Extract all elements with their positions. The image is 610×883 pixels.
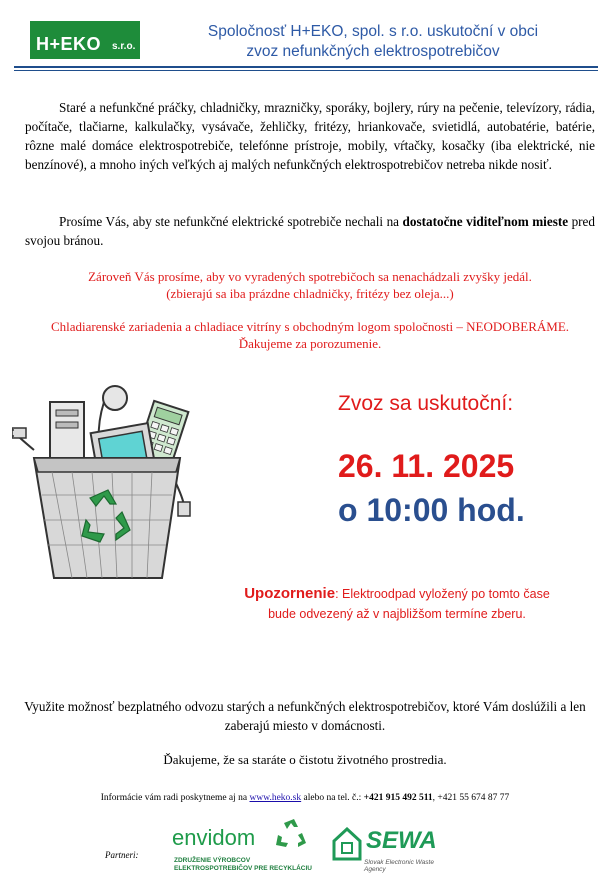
sewa-logo [332, 825, 452, 875]
header-divider [14, 66, 598, 68]
food-warning-line2: (zbierajú sa iba prázdne chladničky, fritézy bez oleja...) [166, 286, 454, 301]
logo-suffix: s.r.o. [112, 41, 136, 52]
contact-phone-secondary: , +421 55 674 87 77 [432, 793, 510, 803]
appliance-list-text: Staré a nefunkčné práčky, chladničky, mrazničky, sporáky, bojlery, rúry na pečenie, televízory, rádia, počítače, tlačiarne, kalkulačky, vysávače, žehličky, fritézy, hriankovače, svietidlá, autobatérie, batérie, rôzne malé domáce elektrospotrebiče, telefónne prístroje, mobily, vŕtačky, kosačky (iba elektrické, nie benzínové), a mnoho iných veľkých aj malých nefunkčných elektrospotrebičov netreba nikde nosiť. [25, 100, 595, 172]
envidom-subtitle [174, 857, 312, 873]
food-warning [25, 268, 595, 302]
contact-phone-label: alebo na tel. č.: [301, 793, 364, 803]
notice-text-line2: bude odvezený až v najbližšom termíne zberu. [268, 607, 526, 621]
recycle-icon [274, 817, 308, 851]
refrigeration-warning-line1: Chladiarenské zariadenia a chladiace vitríny s obchodným logom spoločnosti – NEODOBERÁME. [50, 319, 570, 334]
placement-paragraph [25, 212, 595, 250]
notice-text-line1: : Elektroodpad vyložený po tomto čase [335, 587, 550, 601]
contact-intro: Informácie vám radi poskytneme aj na [100, 793, 250, 803]
header-divider-thin [14, 70, 598, 71]
contact-info [20, 793, 590, 803]
header-title [148, 22, 598, 62]
thank-you-text: Ďakujeme, že sa staráte o čistotu životného prostredia. [163, 752, 447, 767]
envidom-logo [170, 815, 320, 875]
refrigeration-warning [25, 318, 595, 352]
notice-label: Upozornenie [244, 585, 336, 602]
appliance-list-paragraph [25, 98, 595, 174]
placement-text-start: Prosíme Vás, aby ste nefunkčné elektrické spotrebiče nechali na [59, 214, 403, 229]
envidom-subtitle-line2: ELEKTROSPOTREBIČOV PRE RECYKLÁCIU [174, 865, 312, 872]
website-link[interactable]: www.heko.sk [249, 793, 302, 803]
free-pickup-text: Využite možnosť bezplatného odvozu starých a nefunkčných elektrospotrebičov, ktoré Vám doslúžili a len zaberajú miesto v domácnosti. [24, 699, 586, 733]
logo-brand: H+EKO [36, 34, 102, 54]
sewa-subtitle: Slovak Electronic Waste Agency [364, 859, 434, 873]
collection-time: o 10:00 hod. [338, 492, 525, 528]
header-title-line2: zvoz nefunkčných elektrospotrebičov [246, 43, 500, 60]
envidom-name: envidom [172, 825, 256, 850]
house-icon [332, 827, 362, 861]
recycling-bin-illustration [12, 380, 202, 590]
placement-text-bold: dostatočne viditeľnom mieste [402, 214, 569, 229]
sewa-name: SEWA [366, 827, 437, 854]
collection-date: 26. 11. 2025 [338, 448, 515, 484]
collection-label: Zvoz sa uskutoční: [338, 392, 514, 415]
refrigeration-warning-line2: Ďakujeme za porozumenie. [238, 336, 382, 351]
heko-logo [30, 21, 140, 59]
placement-text-end: pred svojou bránou. [25, 214, 596, 248]
contact-phone-primary: +421 915 492 511 [363, 793, 433, 803]
late-disposal-notice [205, 584, 589, 624]
partners-label: Partneri: [105, 850, 139, 860]
header-title-line1: Spoločnosť H+EKO, spol. s r.o. uskutoční v obci [207, 23, 539, 40]
food-warning-line1: Zároveň Vás prosíme, aby vo vyradených spotrebičoch sa nenachádzali zvyšky jedál. [88, 269, 532, 284]
envidom-subtitle-line1: ZDRUŽENIE VÝROBCOV [174, 857, 251, 864]
logo-top-bar [30, 21, 140, 32]
